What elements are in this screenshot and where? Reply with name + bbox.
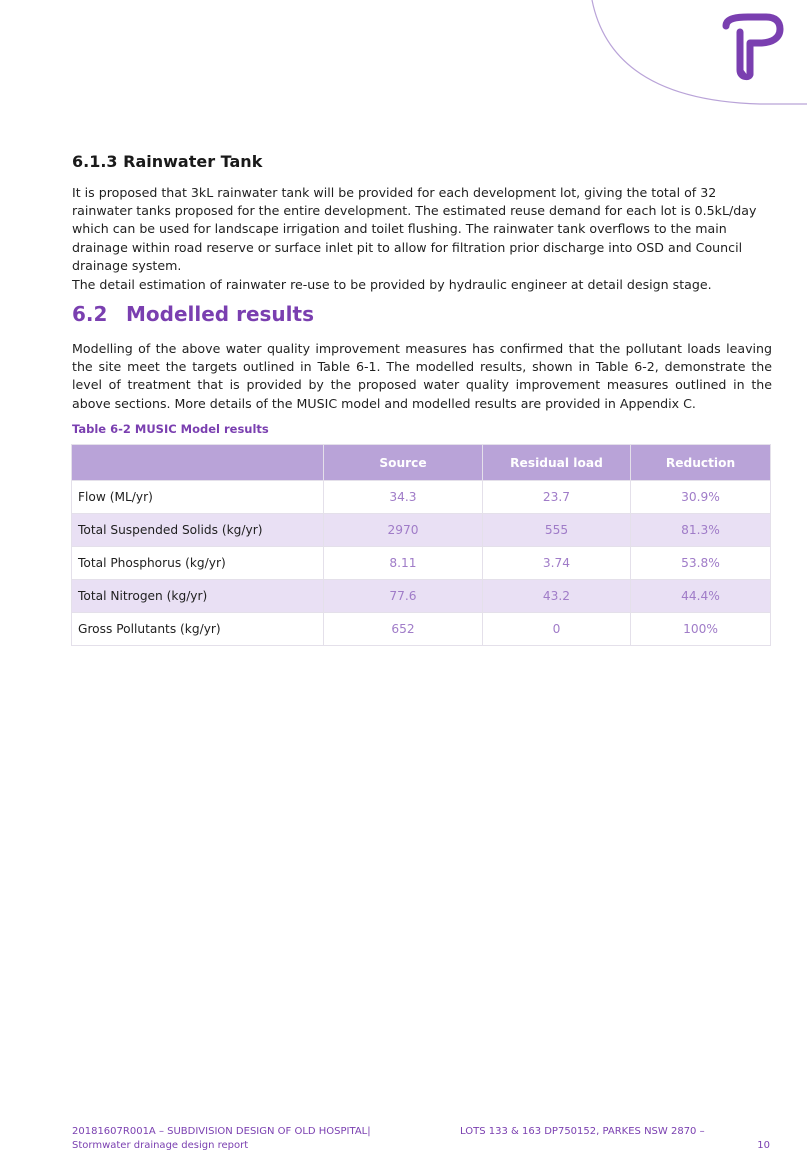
row-label: Total Phosphorus (kg/yr) (72, 547, 324, 580)
reduction-value: 53.8% (631, 547, 771, 580)
source-value: 8.11 (324, 547, 483, 580)
reduction-value: 30.9% (631, 481, 771, 514)
subsection-heading: 6.1.3 Rainwater Tank (72, 152, 263, 171)
reduction-value: 100% (631, 613, 771, 646)
row-label: Flow (ML/yr) (72, 481, 324, 514)
source-value: 2970 (324, 514, 483, 547)
reduction-value: 81.3% (631, 514, 771, 547)
section-title: Modelled results (126, 302, 314, 326)
row-label: Gross Pollutants (kg/yr) (72, 613, 324, 646)
modelled-results-paragraph: Modelling of the above water quality improvement measures has confirmed that the pollutant loads leaving the site meet the targets outlined in Table 6-1. The modelled results, shown in Table 6-2, demonstrate the level of treatment that is provided by the proposed water quality improvement measures outlined in the above sections. More details of the MUSIC model and modelled results are provided in Appendix C. (72, 341, 772, 411)
table-row (72, 613, 771, 646)
residual-value: 23.7 (483, 481, 631, 514)
residual-value: 43.2 (483, 580, 631, 613)
source-value: 34.3 (324, 481, 483, 514)
rainwater-paragraph: It is proposed that 3kL rainwater tank will be provided for each development lot, giving the total of 32 rainwater tanks proposed for the entire development. The estimated reuse demand for each lot is 0.5kL/day which can be used for landscape irrigation and toilet flushing. The rainwater tank overflows to the main drainage within road reserve or surface inlet pit to allow for filtration prior discharge into OSD and Council drainage system. (72, 185, 757, 273)
row-label: Total Nitrogen (kg/yr) (72, 580, 324, 613)
music-results-table (71, 444, 771, 646)
section-heading (72, 302, 314, 326)
source-value: 77.6 (324, 580, 483, 613)
table-row (72, 547, 771, 580)
footer-site-address: LOTS 133 & 163 DP750152, PARKES NSW 2870 – (460, 1126, 705, 1137)
table-row (72, 481, 771, 514)
residual-value: 0 (483, 613, 631, 646)
table-row (72, 514, 771, 547)
table-row (72, 580, 771, 613)
table-caption: Table 6-2 MUSIC Model results (72, 422, 269, 436)
table-header-blank (72, 445, 324, 481)
page-number: 10 (757, 1140, 770, 1151)
table-header-row (72, 445, 771, 481)
table-header-source: Source (324, 445, 483, 481)
reduction-value: 44.4% (631, 580, 771, 613)
decorative-corner-arc (0, 0, 807, 120)
footer-report-title: Stormwater drainage design report (72, 1140, 249, 1151)
rainwater-note-paragraph: The detail estimation of rainwater re-use to be provided by hydraulic engineer at detail design stage. (72, 277, 712, 292)
brand-logo-icon (714, 12, 784, 82)
table-header-residual: Residual load (483, 445, 631, 481)
footer-document-reference (72, 1125, 371, 1153)
residual-value: 3.74 (483, 547, 631, 580)
footer-document-id: 20181607R001A – SUBDIVISION DESIGN OF OLD HOSPITAL| (72, 1126, 371, 1137)
table-header-reduction: Reduction (631, 445, 771, 481)
residual-value: 555 (483, 514, 631, 547)
source-value: 652 (324, 613, 483, 646)
row-label: Total Suspended Solids (kg/yr) (72, 514, 324, 547)
section-number: 6.2 (72, 302, 108, 326)
